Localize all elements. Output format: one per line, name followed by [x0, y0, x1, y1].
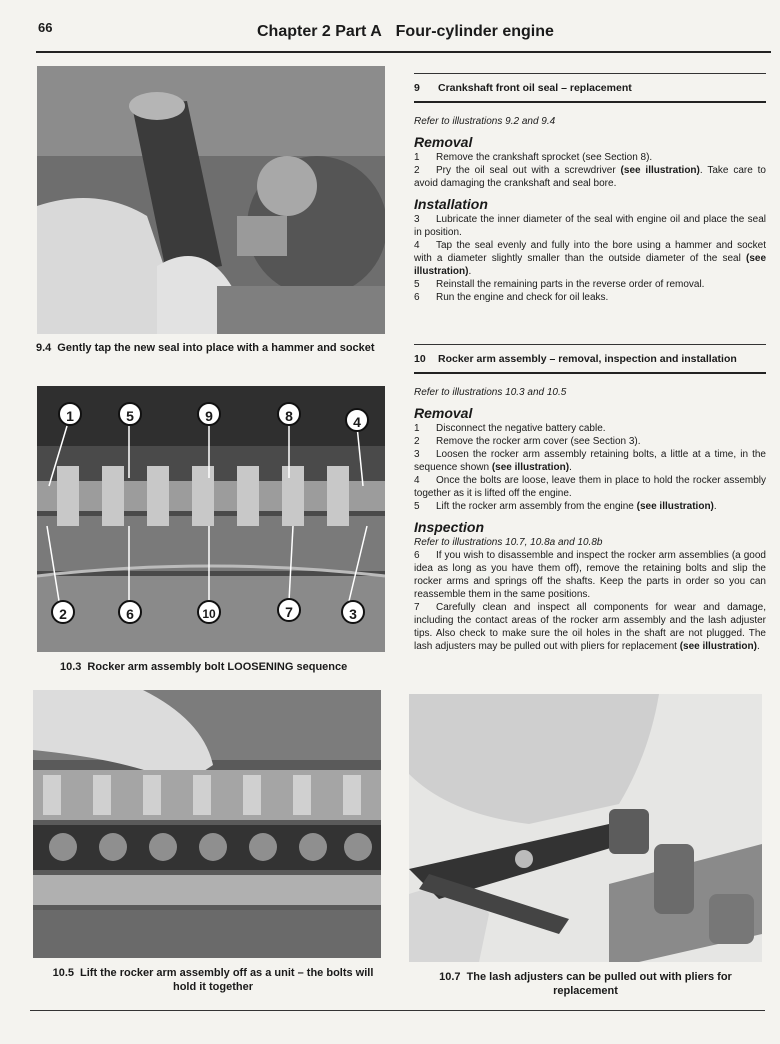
section-10-heading — [414, 353, 766, 366]
step-number: 5 — [414, 279, 420, 290]
section-9-step-5 — [414, 278, 766, 291]
step-text: Lift the rocker arm assembly from the engine — [436, 501, 637, 512]
caption-10-5 — [33, 966, 393, 994]
section-9-step-6 — [414, 291, 766, 304]
section-10-removal-heading: Removal — [414, 405, 473, 421]
section-10-step-2 — [414, 435, 766, 448]
callout-bottom-1: 2 — [51, 600, 75, 624]
callout-bottom-2: 6 — [118, 600, 142, 624]
photo-rocker-lift — [33, 690, 381, 958]
photo-lash-adjusters-image — [409, 694, 762, 962]
photo-seal-install-image — [37, 66, 385, 334]
section-10-step-6 — [414, 549, 766, 601]
caption-10-5-line1: Lift the rocker arm assembly off as a unit – the bolts will — [80, 967, 374, 979]
section-10-inspection-heading: Inspection — [414, 519, 485, 535]
step-text: Loosen the rocker arm assembly retaining bolts, a little at a time, in the sequence shown — [414, 449, 766, 473]
section-9-rule-bottom — [414, 101, 766, 103]
callout-top-1: 1 — [58, 402, 82, 426]
photo-rocker-bolt-sequence — [37, 386, 385, 652]
section-10-step-5 — [414, 500, 766, 513]
photo-rocker-lift-image — [33, 690, 381, 958]
caption-10-7-line2: replacement — [553, 985, 618, 997]
header-rule — [36, 51, 771, 53]
photo-seal-install — [37, 66, 385, 334]
section-9 — [414, 73, 766, 304]
callout-bottom-5: 3 — [341, 600, 365, 624]
section-10 — [414, 344, 766, 653]
step-text: Run the engine and check for oil leaks. — [436, 292, 609, 303]
caption-10-5-line2: hold it together — [172, 981, 254, 993]
chapter-subtitle: Four-cylinder engine — [395, 23, 554, 40]
section-9-title: Crankshaft front oil seal – replacement — [438, 82, 632, 94]
step-text: . — [756, 641, 760, 652]
step-text: If you wish to disassemble and inspect the rocker arm assemblies (a good idea as long as you have them off), remove the retaining bolts and slip the rocker arms and springs off the shafts. Keep the parts in order so you can reassemble them in the same positions. — [414, 550, 766, 600]
section-9-refer: Refer to illustrations 9.2 and 9.4 — [414, 116, 556, 127]
step-number: 1 — [414, 423, 420, 434]
section-10-rule-top — [414, 344, 766, 345]
illustration-ref: (see illustration) — [620, 165, 700, 176]
section-9-step-4 — [414, 239, 766, 278]
illustration-ref: (see illustration) — [414, 253, 766, 277]
section-10-title: Rocker arm assembly – removal, inspection and installation — [438, 353, 737, 365]
section-10-step-4 — [414, 474, 766, 500]
step-number: 4 — [414, 475, 420, 486]
section-10-inspection-refer: Refer to illustrations 10.7, 10.8a and 10.8b — [414, 537, 603, 548]
step-number: 4 — [414, 240, 420, 251]
section-9-number: 9 — [414, 82, 420, 94]
step-text: Tap the seal evenly and fully into the bore using a hammer and socket with a diameter slightly smaller than the outside diameter of the seal — [414, 240, 766, 264]
step-text: . Take care to avoid damaging the crankshaft and seal bore. — [414, 165, 766, 189]
callout-top-5: 4 — [345, 408, 369, 432]
section-10-step-7 — [414, 601, 766, 653]
illustration-ref: (see illustration) — [491, 462, 570, 473]
section-9-step-2 — [414, 164, 766, 190]
callout-top-3: 9 — [197, 402, 221, 426]
caption-10-3-text: Rocker arm assembly bolt LOOSENING sequence — [87, 661, 348, 673]
section-10-step-1 — [414, 422, 766, 435]
section-10-refer: Refer to illustrations 10.3 and 10.5 — [414, 387, 567, 398]
section-9-heading — [414, 82, 766, 95]
step-number: 7 — [414, 602, 420, 613]
caption-10-7 — [409, 970, 762, 998]
caption-9-4-text: Gently tap the new seal into place with a hammer and socket — [57, 342, 375, 354]
caption-10-3 — [60, 660, 390, 674]
section-10-rule-bottom — [414, 372, 766, 374]
section-9-rule-top — [414, 73, 766, 74]
step-text: . — [468, 266, 472, 277]
step-number: 6 — [414, 292, 420, 303]
page-number: 66 — [38, 20, 53, 35]
step-number: 2 — [414, 165, 420, 176]
callout-top-4: 8 — [277, 402, 301, 426]
step-number: 1 — [414, 152, 420, 163]
section-9-step-1 — [414, 151, 766, 164]
caption-10-7-line1: The lash adjusters can be pulled out with pliers for — [466, 971, 732, 983]
step-number: 3 — [414, 214, 420, 225]
caption-9-4 — [36, 341, 396, 355]
chapter-title — [257, 23, 554, 41]
step-text: Remove the crankshaft sprocket (see Section 8). — [436, 152, 653, 163]
section-9-removal-heading: Removal — [414, 134, 473, 150]
caption-10-7-number: 10.7 — [439, 971, 461, 983]
caption-10-5-number: 10.5 — [52, 967, 74, 979]
callout-top-2: 5 — [118, 402, 142, 426]
chapter-label: Chapter 2 Part A — [257, 23, 382, 40]
section-9-installation-heading: Installation — [414, 196, 488, 212]
photo-lash-adjusters — [409, 694, 762, 962]
illustration-ref: (see illustration) — [679, 641, 757, 652]
step-text: . — [713, 501, 717, 512]
callout-bottom-3: 10 — [197, 600, 221, 624]
step-text: Once the bolts are loose, leave them in place to hold the rocker assembly together as it is lifted off the engine. — [414, 475, 766, 499]
section-10-step-3 — [414, 448, 766, 474]
step-text: Disconnect the negative battery cable. — [436, 423, 606, 434]
step-text: . — [569, 462, 572, 473]
step-text: Pry the oil seal out with a screwdriver — [436, 165, 621, 176]
caption-10-3-number: 10.3 — [60, 661, 82, 673]
step-text: Reinstall the remaining parts in the reverse order of removal. — [436, 279, 705, 290]
callout-bottom-4: 7 — [277, 598, 301, 622]
section-9-step-3 — [414, 213, 766, 239]
step-text: Remove the rocker arm cover (see Section 3). — [436, 436, 641, 447]
footer-rule — [30, 1010, 765, 1011]
step-number: 3 — [414, 449, 420, 460]
step-text: Carefully clean and inspect all components for wear and damage, including the contact areas of the rocker arm assembly and the lash adjuster tips. Also check to make sure the oil holes in the shaft are not plugged. The lash adjusters may be pulled out with pliers for replacement — [414, 602, 766, 652]
caption-9-4-number: 9.4 — [36, 342, 52, 354]
illustration-ref: (see illustration) — [636, 501, 714, 512]
step-text: Lubricate the inner diameter of the seal with engine oil and place the seal in position. — [414, 214, 766, 238]
section-10-number: 10 — [414, 353, 426, 365]
step-number: 5 — [414, 501, 420, 512]
step-number: 6 — [414, 550, 420, 561]
step-number: 2 — [414, 436, 420, 447]
